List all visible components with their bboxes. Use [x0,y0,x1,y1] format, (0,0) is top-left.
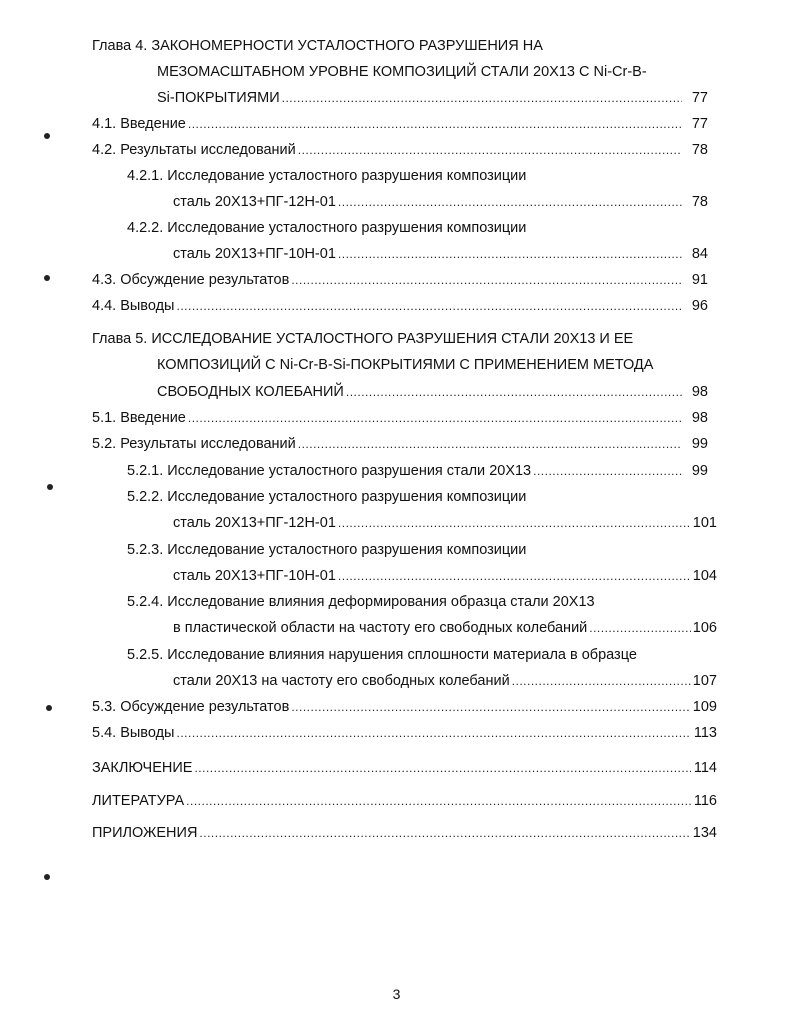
toc-chapter-4-line-1: Глава 4. ЗАКОНОМЕРНОСТИ УСТАЛОСТНОГО РАЗРУШЕНИЯ НА [92,38,543,54]
toc-chapter-5-line-2: КОМПОЗИЦИЙ С Ni-Cr-B-Si-ПОКРЫТИЯМИ С ПРИМЕНЕНИЕМ МЕТОДА [157,357,654,373]
dot-leader [338,566,691,586]
toc-text: сталь 20Х13+ПГ-12Н-01 [173,194,336,210]
dot-leader [338,244,682,264]
toc-entry-4-2-1-line-1: 4.2.1. Исследование усталостного разрушения композиции [127,168,527,184]
page-number: 3 [392,986,401,1002]
toc-entry-5-2-4-line-1: 5.2.4. Исследование влияния деформирования образца стали 20Х13 [127,594,595,610]
toc-entry-4-2-2-line-2 [173,244,708,264]
toc-text: 5.3. Обсуждение результатов [92,699,290,715]
toc-text: Si-ПОКРЫТИЯМИ [157,90,280,106]
dot-leader [186,791,691,811]
toc-text: 5.1. Введение [92,410,186,426]
toc-page: 96 [691,298,708,314]
toc-text: СВОБОДНЫХ КОЛЕБАНИЙ [157,384,344,400]
dot-leader [346,382,682,402]
toc-text: ЗАКЛЮЧЕНИЕ [92,760,193,776]
toc-text: сталь 20Х13+ПГ-10Н-01 [173,246,336,262]
dot-leader [298,140,682,160]
dot-leader [512,671,691,691]
toc-chapter-5-line-1: Глава 5. ИССЛЕДОВАНИЕ УСТАЛОСТНОГО РАЗРУШЕНИЯ СТАЛИ 20Х13 И ЕЕ [92,331,634,347]
toc-entry-literature [92,791,717,811]
scan-speck [47,484,53,490]
toc-chapter-4-line-3 [157,88,708,108]
toc-text: 4.1. Введение [92,116,186,132]
toc-entry-4-4 [92,296,708,316]
toc-text: 5.2.1. Исследование усталостного разрушения стали 20Х13 [127,463,532,479]
toc-text: 4.3. Обсуждение результатов [92,272,290,288]
dot-leader [291,270,682,290]
dot-leader [188,114,682,134]
scan-speck [44,275,50,281]
toc-page: 116 [693,793,717,809]
scan-speck [44,874,50,880]
dot-leader [338,192,682,212]
scan-speck [44,133,50,139]
toc-text: 4.4. Выводы [92,298,175,314]
toc-page: 101 [692,515,717,531]
toc-entry-4-1 [92,114,708,134]
toc-entry-5-3 [92,697,717,717]
dot-leader [338,513,691,533]
dot-leader [188,408,682,428]
dot-leader [176,296,682,316]
scan-speck [46,705,52,711]
toc-entry-appendices [92,823,717,843]
toc-page: 104 [692,568,717,584]
toc-text: в пластической области на частоту его свободных колебаний [173,620,588,636]
toc-entry-5-2-2-line-1: 5.2.2. Исследование усталостного разрушения композиции [127,489,527,505]
toc-chapter-4-line-2: МЕЗОМАСШТАБНОМ УРОВНЕ КОМПОЗИЦИЙ СТАЛИ 20Х13 С Ni-Cr-B- [157,64,647,80]
toc-page: 99 [691,436,708,452]
toc-page: 99 [691,463,708,479]
toc-page: 77 [691,116,708,132]
toc-entry-5-2 [92,434,708,454]
toc-entry-5-2-5-line-2 [173,671,717,691]
dot-leader [298,434,682,454]
toc-text: стали 20Х13 на частоту его свободных колебаний [173,673,510,689]
toc-page: 107 [692,673,717,689]
toc-chapter-5-line-3 [157,382,708,402]
toc-page: 106 [692,620,717,636]
toc-page: 134 [692,825,717,841]
toc-entry-5-4 [92,723,717,743]
dot-leader [282,88,682,108]
toc-entry-4-2-2-line-1: 4.2.2. Исследование усталостного разрушения композиции [127,220,527,236]
dot-leader [589,618,691,638]
toc-page: 98 [691,384,708,400]
toc-page: 98 [691,410,708,426]
dot-leader [176,723,691,743]
toc-entry-5-2-3-line-1: 5.2.3. Исследование усталостного разрушения композиции [127,542,527,558]
toc-entry-5-2-1 [127,461,708,481]
toc-entry-4-2-1-line-2 [173,192,708,212]
toc-entry-4-2 [92,140,708,160]
dot-leader [199,823,690,843]
toc-entry-5-2-5-line-1: 5.2.5. Исследование влияния нарушения сплошности материала в образце [127,647,637,663]
toc-page: 77 [691,90,708,106]
toc-entry-5-2-2-line-2 [173,513,717,533]
toc-entry-5-1 [92,408,708,428]
toc-page: 109 [692,699,717,715]
toc-page: 114 [693,760,717,776]
toc-entry-5-2-4-line-2 [173,618,717,638]
toc-text: сталь 20Х13+ПГ-12Н-01 [173,515,336,531]
toc-text: ЛИТЕРАТУРА [92,793,185,809]
toc-text: ПРИЛОЖЕНИЯ [92,825,198,841]
toc-entry-5-2-3-line-2 [173,566,717,586]
toc-text: 4.2. Результаты исследований [92,142,296,158]
dot-leader [194,758,691,778]
toc-page: 113 [693,725,717,741]
dot-leader [291,697,690,717]
toc-text: сталь 20Х13+ПГ-10Н-01 [173,568,336,584]
toc-page: 78 [691,194,708,210]
toc-page: 91 [691,272,708,288]
toc-entry-4-3 [92,270,708,290]
dot-leader [533,461,682,481]
toc-text: 5.2. Результаты исследований [92,436,296,452]
toc-entry-conclusion [92,758,717,778]
toc-text: 5.4. Выводы [92,725,175,741]
toc-page: 78 [691,142,708,158]
toc-page: 84 [691,246,708,262]
